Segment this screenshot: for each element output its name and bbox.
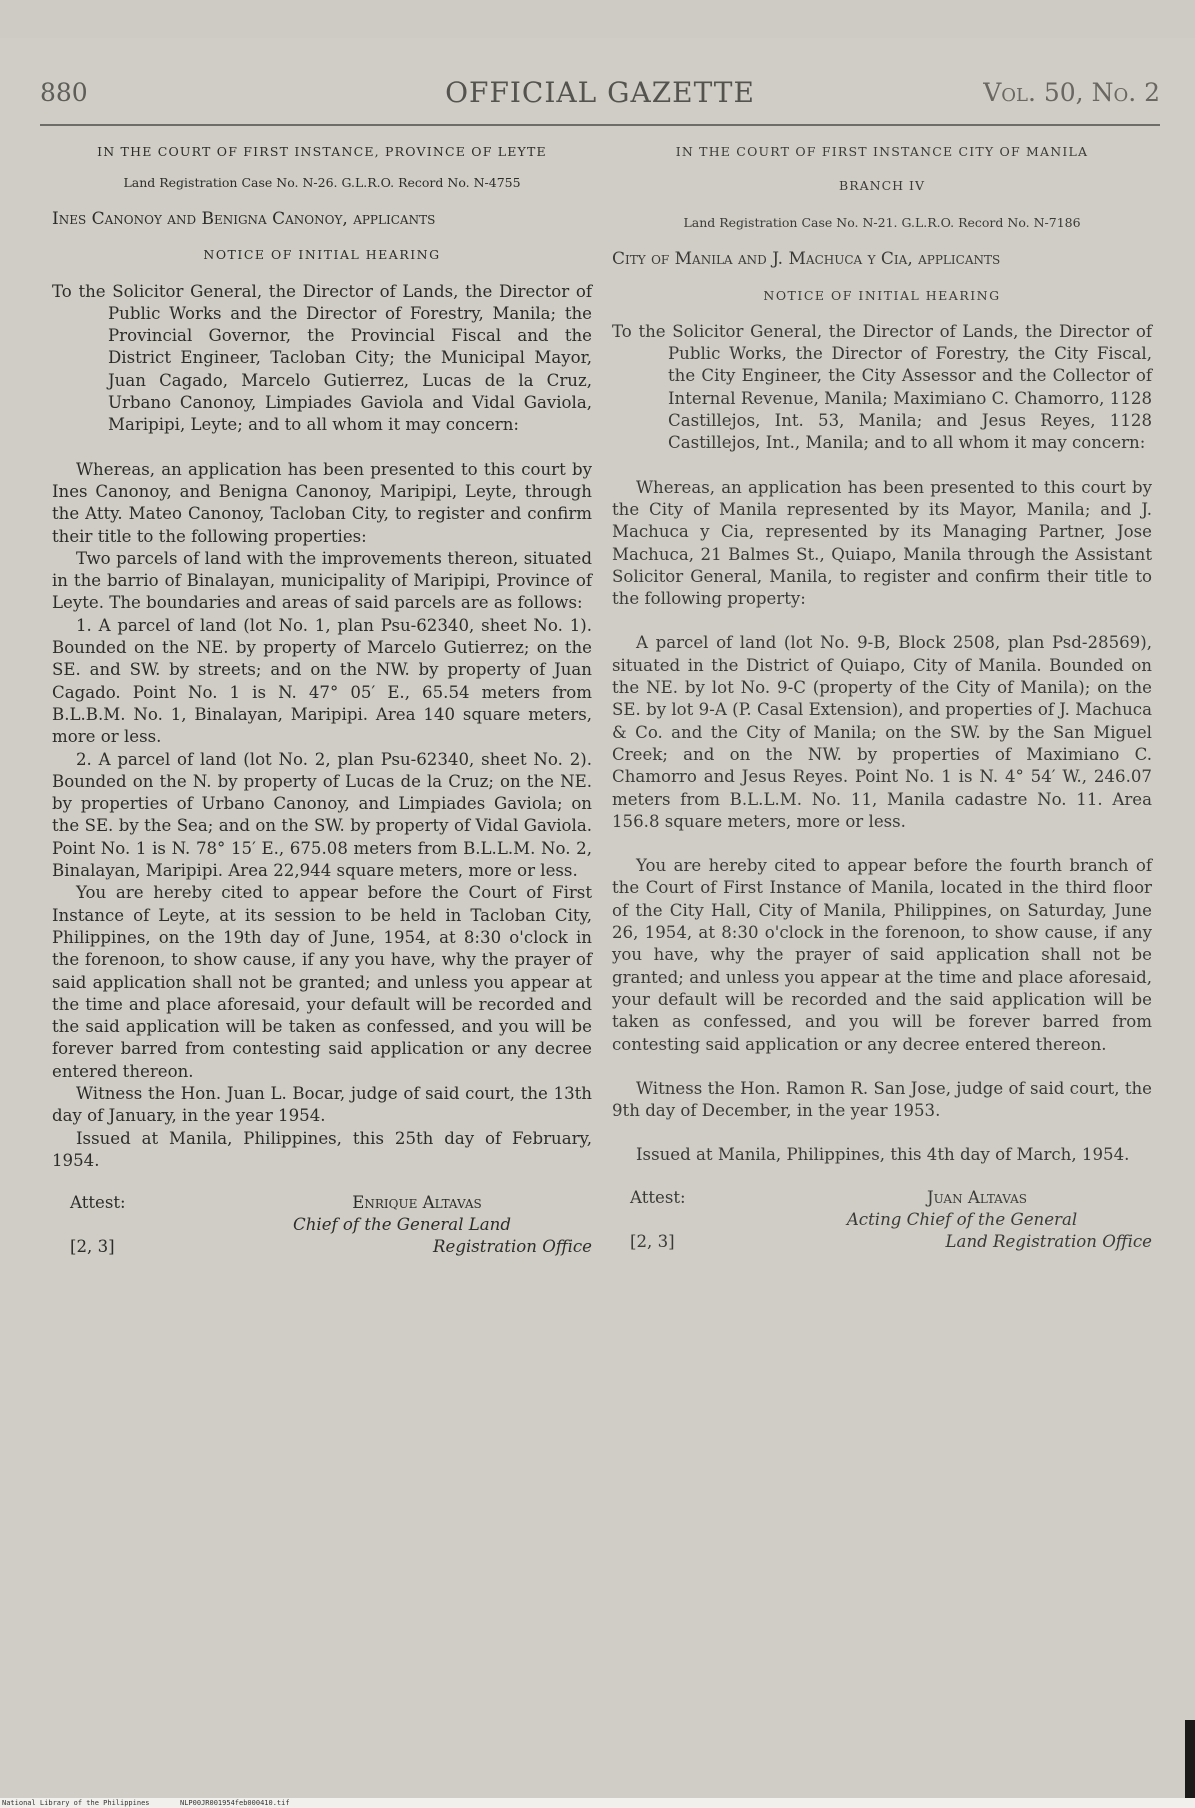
addressees: To the Solicitor General, the Director of Lands, the Director of Public Works and the Director of Forestry, Manila; the Provincial Governor, the Provincial Fiscal and the District Engineer, Tacloban City; the Municipal Mayor, Juan Cagado, Marcelo Gutierrez, Lucas de la Cruz, Urbano Canonoy, Limpiades Gaviola and Vidal Gaviola, Maripipi, Leyte; and to all whom it may concern: bbox=[52, 281, 592, 435]
attest-label: Attest: bbox=[70, 1193, 126, 1213]
attestation-block bbox=[52, 1192, 592, 1258]
scan-edge-shadow bbox=[1185, 1720, 1195, 1808]
signer-name: Juan Altavas bbox=[927, 1187, 1027, 1207]
publication-title: OFFICIAL GAZETTE bbox=[445, 76, 755, 109]
paragraph: Witness the Hon. Juan L. Bocar, judge of said court, the 13th day of January, in the year 1954. bbox=[52, 1083, 592, 1126]
applicants-line: City of Manila and J. Machuca y Cia, applicants bbox=[612, 249, 1001, 270]
issue-reference: [2, 3] bbox=[630, 1231, 675, 1251]
paragraph: Witness the Hon. Ramon R. San Jose, judge of said court, the 9th day of December, in the year 1953. bbox=[612, 1078, 1152, 1121]
notice-column-manila bbox=[612, 136, 1152, 1253]
notice-title: NOTICE OF INITIAL HEARING bbox=[203, 247, 441, 263]
page-number: 880 bbox=[40, 78, 88, 107]
applicants-line: Ines Canonoy and Benigna Canonoy, applicants bbox=[52, 209, 436, 229]
paragraph: Issued at Manila, Philippines, this 4th day of March, 1954. bbox=[636, 1145, 1130, 1165]
paragraph: Whereas, an application has been presented to this court by Ines Canonoy, and Benigna Canonoy, Maripipi, Leyte, through the Atty. Mateo Canonoy, Tacloban City, to register and confirm their title to the following properties: bbox=[52, 459, 592, 546]
attestation-block bbox=[612, 1187, 1152, 1253]
scan-filename: NLP00JR001954feb000410.tif bbox=[180, 1799, 290, 1807]
volume-number: Vol. 50, No. 2 bbox=[983, 78, 1160, 107]
paragraph: You are hereby cited to appear before the Court of First Instance of Leyte, at its session to be held in Tacloban City, Philippines, on the 19th day of June, 1954, at 8:30 o'clock in the forenoon, to show cause, if any you have, why the prayer of said application shall not be granted; and unless you appear at the time and place aforesaid, your default will be recorded and the said application will be taken as confessed, and you will be forever barred from contesting said application or any decree entered thereon. bbox=[52, 883, 592, 1081]
signer-title: Chief of the General Land bbox=[293, 1215, 511, 1235]
page-header bbox=[40, 72, 1160, 112]
notice-title: NOTICE OF INITIAL HEARING bbox=[763, 287, 1001, 303]
issue-reference: [2, 3] bbox=[70, 1237, 115, 1257]
header-rule bbox=[40, 124, 1160, 126]
signer-office: Land Registration Office bbox=[945, 1231, 1152, 1251]
notice-column-leyte bbox=[52, 136, 592, 1258]
court-heading: IN THE COURT OF FIRST INSTANCE CITY OF MANILA bbox=[675, 144, 1089, 159]
paragraph: Whereas, an application has been presented to this court by the City of Manila represented by its Mayor, Manila; and J. Machuca y Cia, represented by its Managing Partner, Jose Machuca, 21 Balmes St., Quiapo, Manila through the Assistant Solicitor General, Manila, to register and confirm their title to the following property: bbox=[612, 477, 1152, 609]
signer-office: Registration Office bbox=[433, 1237, 592, 1257]
signer-name: Enrique Altavas bbox=[352, 1193, 482, 1213]
court-heading: IN THE COURT OF FIRST INSTANCE, PROVINCE OF LEYTE bbox=[97, 144, 547, 159]
paragraph: Issued at Manila, Philippines, this 25th day of February, 1954. bbox=[52, 1128, 592, 1170]
attest-label: Attest: bbox=[630, 1187, 686, 1207]
signer-title: Acting Chief of the General bbox=[846, 1209, 1078, 1229]
library-credit: National Library of the Philippines bbox=[2, 1799, 150, 1807]
case-reference: Land Registration Case No. N-21. G.L.R.O. Record No. N-7186 bbox=[683, 215, 1081, 231]
branch-heading: BRANCH IV bbox=[839, 178, 925, 193]
addressees: To the Solicitor General, the Director of Lands, the Director of Public Works, the Director of Forestry, the City Fiscal, the City Engineer, the City Assessor and the Collector of Internal Revenue, Manila; Maximiano C. Chamorro, 1128 Castillejos, Int. 53, Manila; and Jesus Reyes, 1128 Castillejos, Int., Manila; and to all whom it may concern: bbox=[612, 321, 1152, 453]
paragraph: A parcel of land (lot No. 9-B, Block 2508, plan Psd-28569), situated in the District of Quiapo, City of Manila. Bounded on the NE. by lot No. 9-C (property of the City of Manila); on the SE. by lot 9-A (P. Casal Extension), and properties of J. Machuca & Co. and the City of Manila; on the SW. by the San Miguel Creek; and on the NW. by properties of Maximiano C. Chamorro and Jesus Reyes. Point No. 1 is N. 4° 54′ W., 246.07 meters from B.L.L.M. No. 11, Manila cadastre No. 11. Area 156.8 square meters, more or less. bbox=[612, 633, 1152, 831]
case-reference: Land Registration Case No. N-26. G.L.R.O. Record No. N-4755 bbox=[123, 175, 521, 190]
scan-footer bbox=[0, 1798, 1195, 1808]
paragraph: 2. A parcel of land (lot No. 2, plan Psu-62340, sheet No. 2). Bounded on the N. by property of Lucas de la Cruz; on the NE. by properties of Urbano Canonoy, and Limpiades Gaviola; on the SE. by the Sea; and on the SW. by property of Vidal Gaviola. Point No. 1 is N. 78° 15′ E., 675.08 meters from B.L.L.M. No. 2, Binalayan, Maripipi. Area 22,944 square meters, more or less. bbox=[52, 749, 592, 881]
paragraph: Two parcels of land with the improvements thereon, situated in the barrio of Binalayan, municipality of Maripipi, Province of Leyte. The boundaries and areas of said parcels are as follows: bbox=[52, 548, 592, 613]
paragraph: You are hereby cited to appear before the fourth branch of the Court of First Instance of Manila, located in the third floor of the City Hall, City of Manila, Philippines, on Saturday, June 26, 1954, at 8:30 o'clock in the forenoon, to show cause, if any you have, why the prayer of said application shall not be granted; and unless you appear at the time and place aforesaid, your default will be recorded and the said application will be taken as confessed, and you will be forever barred from contesting said application or any decree entered thereon. bbox=[612, 856, 1152, 1054]
paragraph: 1. A parcel of land (lot No. 1, plan Psu-62340, sheet No. 1). Bounded on the NE. by property of Marcelo Gutierrez; on the SE. and SW. by streets; and on the NW. by property of Juan Cagado. Point No. 1 is N. 47° 05′ E., 65.54 meters from B.L.B.M. No. 1, Binalayan, Maripipi. Area 140 square meters, more or less. bbox=[52, 615, 592, 747]
